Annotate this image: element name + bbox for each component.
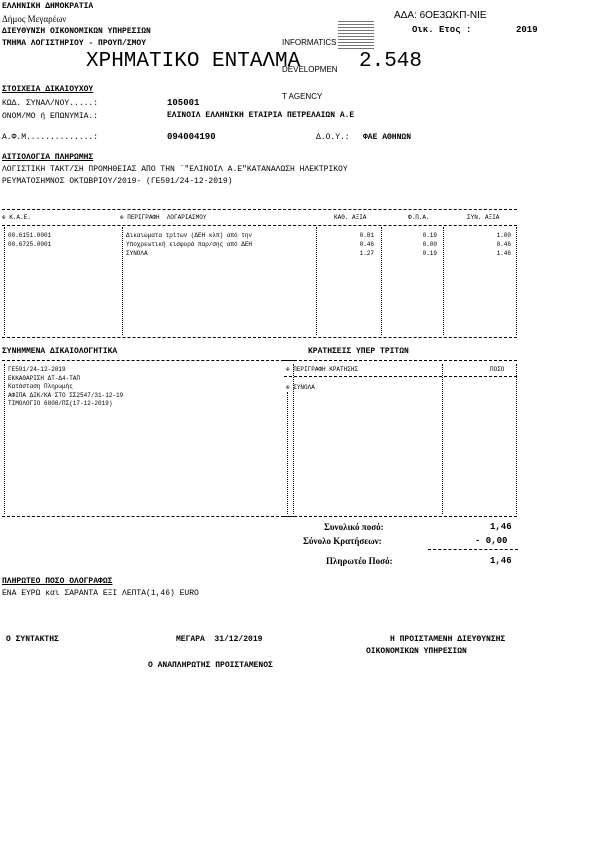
account-row-net: 0.81 [359, 232, 374, 239]
place-date: ΜΕΓΑΡΑ 31/12/2019 [176, 635, 263, 644]
account-row-vat: 0.19 [422, 250, 437, 257]
ada-code: ΑΔΑ: 6ΟΕ3ΩΚΠ-ΝΙΕ [394, 10, 487, 21]
payable-amount-value: 1,46 [490, 556, 512, 566]
withholdings-col-amount: ΠΟΣΟ [490, 366, 505, 373]
beneficiary-doy: ΦΑΕ ΑΘΗΝΩΝ [363, 133, 412, 142]
withholdings-bottom-rule [284, 516, 517, 517]
supporting-doc-item: Κατάσταση Πληρωμής [8, 383, 73, 390]
accounts-table-bottom-rule [2, 337, 517, 338]
withholdings-col-rule [442, 364, 443, 514]
beneficiary-code-label: ΚΩΔ. ΣΥΝΑΛ/ΝΟΥ.....: [2, 99, 99, 108]
logo-fine-print [338, 21, 374, 49]
accounts-col-rule [381, 227, 382, 335]
account-row-net: 1.27 [359, 250, 374, 257]
accounts-col-rule [4, 227, 5, 335]
header-municipality: Δήμος Μεγαρέων [2, 14, 67, 24]
accounts-header-total: ΣΥΝ. ΑΞΙΑ [467, 214, 500, 221]
account-row-desc: Δικαιώματα τρίτων (ΔΕΗ κλπ) από την [126, 232, 253, 239]
beneficiary-doy-label: Δ.Ο.Υ.: [316, 133, 350, 142]
account-row-vat: 0.19 [422, 232, 437, 239]
withholdings-total-label: ⊕ ΣΥΝΟΛΑ [286, 384, 315, 391]
beneficiary-heading: ΣΤΟΙΧΕΙΑ ΔΙΚΑΙΟΥΧΟΥ [2, 85, 94, 94]
total-withholdings-value: - 0,00 [475, 536, 508, 546]
beneficiary-name-label: ΟΝΟΜ/ΜΟ ή ΕΠΩΝΥΜΙΑ.: [2, 112, 99, 121]
accounts-header-rule [2, 225, 517, 226]
accounts-header-vat: Φ.Π.Α. [408, 214, 430, 221]
withholdings-heading: ΚΡΑΤΗΣΕΙΣ ΥΠΕΡ ΤΡΙΤΩΝ [308, 347, 409, 356]
docs-col-rule [4, 364, 5, 514]
beneficiary-afm: 094004190 [167, 132, 216, 142]
docs-top-rule [2, 360, 294, 361]
head-signature-line-2: ΟΙΚΟΝΟΜΙΚΩΝ ΥΠΗΡΕΣΙΩΝ [366, 647, 467, 656]
informatics-agency-logo: INFORMATICS DEVELOPMEN T AGENCY [282, 20, 400, 50]
supporting-doc-item: ΑΦΙΠΑ ΔΙΚ/ΚΑ ΣΤΟ ΣΣ2547/31-12-19 [8, 391, 124, 399]
account-row-total: 0.46 [496, 241, 511, 248]
total-amount-label: Συνολικό ποσό: [324, 522, 384, 532]
justification-line-2: ΡΕΥΜΑΤΟΣΗΜΝΟΣ ΟΚΤΩΒΡΙΟΥ/2019- (ΓΕ591/24-12-2019) [2, 177, 233, 186]
accounts-col-rule [443, 227, 444, 335]
justification-line-1: ΛΟΓΙΣΤΙΚΗ ΤΑΚΤ/ΣΗ ΠΡΟΜΗΘΕΙΑΣ ΑΠΟ ΤΗΝ ¨"ΕΛΙΝΟΙΛ Α.Ε"ΚΑΤΑΝΑΛΩΣΗ ΗΛΕΚΤΡΙΚΟΥ [2, 165, 348, 174]
account-row-kae: 00.6725.0001 [8, 241, 52, 248]
amount-words: ΕΝΑ ΕΥΡΩ και ΣΑΡΑΝΤΑ ΕΞΙ ΛΕΠΤΑ(1,46) EURO [2, 589, 199, 598]
beneficiary-afm-label: Α.Φ.Μ..............: [2, 133, 99, 142]
withholdings-top-rule [284, 360, 517, 361]
total-withholdings-label: Σύνολο Κρατήσεων: [303, 536, 382, 546]
docs-bottom-rule [2, 516, 294, 517]
supporting-doc-item: ΓΕ591/24-12-2019 [8, 366, 66, 373]
deputy-signature: Ο ΑΝΑΠΛΗΡΩΤΗΣ ΠΡΟΙΣΤΑΜΕΝΟΣ [148, 661, 273, 670]
header-department: ΤΜΗΜΑ ΛΟΓΙΣΤΗΡΙΟΥ - ΠΡΟΥΠ/ΣΜΟΥ [2, 39, 147, 48]
total-amount-value: 1,46 [490, 522, 512, 532]
account-row-total: 1.46 [496, 250, 511, 257]
fiscal-year: 2019 [516, 25, 538, 35]
accounts-header-desc: ⊕ ΠΕΡΙΓΡΑΦΗ ΛΟΓΑΡΙΑΣΜΟΥ [120, 214, 207, 221]
accounts-col-rule [316, 227, 317, 335]
supporting-doc-item: ΕΚΚΑΘΑΡΙΣΗ ΔΤ-Δ4-ΤΑΠ [8, 374, 81, 382]
payable-amount-label: Πληρωτέο Ποσό: [326, 556, 393, 566]
account-row-total: 1.00 [496, 232, 511, 239]
account-row-kae: 00.6151.0001 [8, 232, 52, 239]
account-row-desc: Υποχρεωτική εισφορά παρ/σης από ΔΕΗ [126, 241, 253, 248]
supporting-docs-heading: ΣΥΝΗΜΜΕΝΑ ΔΙΚΑΙΟΛΟΓΗΤΙΚΑ [2, 347, 118, 356]
author-signature: Ο ΣΥΝΤΑΚΤΗΣ [6, 635, 59, 644]
supporting-doc-item: ΤΙΜΟΛΟΓΙΟ 6808/ΠΣ(17-12-2019) [8, 400, 113, 407]
beneficiary-code: 105001 [167, 98, 200, 108]
amount-words-heading: ΠΛΗΡΩΤΕΟ ΠΟΣΟ ΟΛΟΓΡΑΦΩΣ [2, 577, 113, 586]
beneficiary-name: ΕΛΙΝΟΙΛ ΕΛΛΗΝΙΚΗ ΕΤΑΙΡΙΑ ΠΕΤΡΕΛΑΙΩΝ Α.Ε [167, 111, 355, 120]
withholdings-col-desc: ⊕ ΠΕΡΙΓΡΑΦΗ ΚΡΑΤΗΣΗΣ [286, 366, 359, 373]
account-row-desc: ΣΥΝΟΛΑ [126, 250, 148, 257]
account-row-vat: 0.00 [422, 241, 437, 248]
page-title: ΧΡΗΜΑΤΙΚΟ ΕΝΤΑΛΜΑ [86, 50, 301, 73]
head-signature-line-1: Η ΠΡΟΙΣΤΑΜΕΝΗ ΔΙΕΥΘΥΝΣΗΣ [390, 635, 506, 644]
header-directorate: ΔΙΕΥΘΥΝΣΗ ΟΙΚΟΝΟΜΙΚΩΝ ΥΠΗΡΕΣΙΩΝ [2, 27, 151, 36]
warrant-number: 2.548 [359, 50, 423, 73]
account-row-net: 0.46 [359, 241, 374, 248]
accounts-col-rule [122, 227, 123, 335]
accounts-header-kae: ⊕ Κ.Α.Ε. [2, 214, 31, 221]
totals-rule [428, 549, 518, 550]
withholdings-col-rule [516, 364, 517, 514]
accounts-col-rule [516, 227, 517, 335]
header-country: ΕΛΛΗΝΙΚΗ ΔΗΜΟΚΡΑΤΙΑ [2, 2, 94, 11]
withholdings-col-rule [287, 392, 288, 514]
withholdings-header-rule [284, 376, 517, 377]
fiscal-year-label: Οικ. Ετος : [412, 25, 472, 35]
accounts-table-top-rule [2, 209, 517, 210]
accounts-header-net: ΚΑΘ. ΑΞΙΑ [334, 214, 367, 221]
justification-heading: ΑΙΤΙΟΛΟΓΙΑ ΠΛΗΡΩΜΗΣ [2, 153, 94, 162]
